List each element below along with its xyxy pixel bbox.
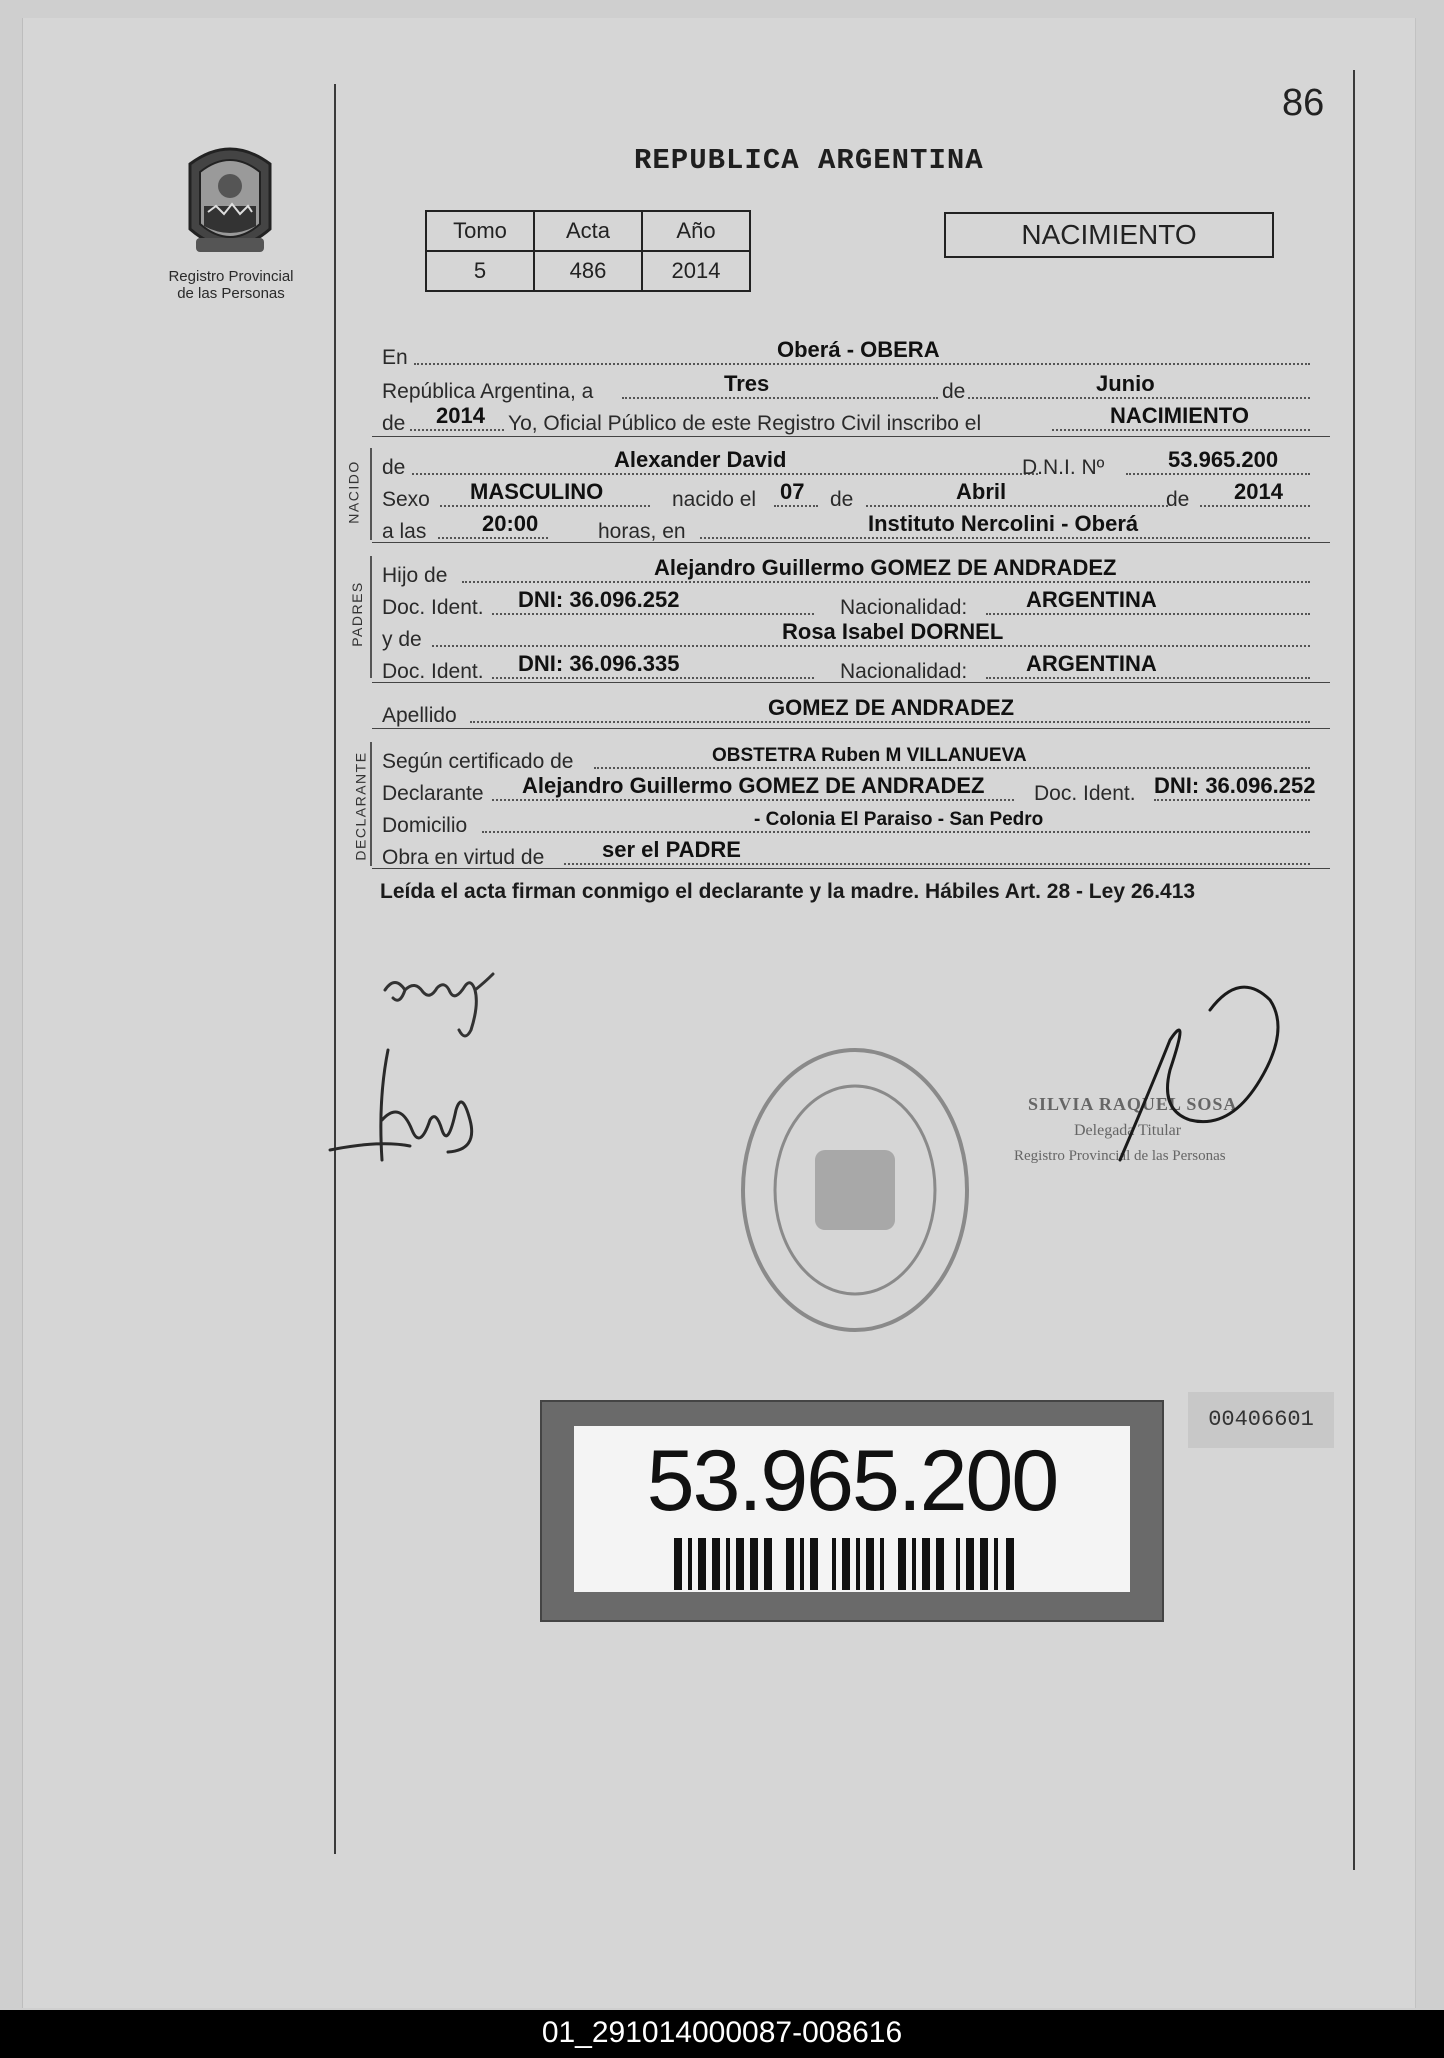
mother-signature [375, 960, 525, 1050]
value-obra: ser el PADRE [602, 837, 741, 862]
label-republica: República Argentina, a [382, 380, 594, 403]
line-obra [382, 838, 1332, 870]
dots [410, 429, 504, 431]
dots [414, 363, 1310, 365]
dots [482, 831, 1310, 833]
value-domicilio: - Colonia El Paraiso - San Pedro [754, 809, 1044, 830]
value-declarante-name: Alejandro Guillermo GOMEZ DE ANDRADEZ [522, 773, 985, 798]
declarante-bar [370, 742, 372, 866]
line-domicilio [382, 806, 1332, 838]
label-dni-number: 53.965.200 [646, 1433, 1058, 1529]
value-child-name: Alexander David [614, 447, 787, 472]
value-birth-place: Instituto Nercolini - Oberá [868, 511, 1139, 536]
line-sexo [382, 480, 1332, 512]
label-hijo-de: Hijo de [382, 564, 448, 587]
header-tomo: Tomo [426, 211, 534, 251]
label-sexo: Sexo [382, 488, 430, 511]
value-mother-nat: ARGENTINA [1026, 651, 1157, 676]
value-day: Tres [724, 371, 770, 396]
label-nacido-el: nacido el [672, 488, 757, 511]
line-en [382, 338, 1332, 370]
dots [492, 799, 1014, 801]
dots [1200, 505, 1310, 507]
registry-seal [730, 1040, 980, 1340]
serial-number: 00406601 [1188, 1392, 1334, 1448]
line-certificado [382, 742, 1332, 774]
official-signature [1110, 970, 1300, 1170]
section-rule [372, 542, 1330, 543]
label-a-las: a las [382, 520, 427, 543]
dots [1154, 799, 1310, 801]
label-horas: horas, en [598, 520, 686, 543]
label-de2: de [830, 488, 854, 511]
label-de3: de [1166, 488, 1190, 511]
registry-line2: de las Personas [177, 285, 285, 302]
label-apellido: Apellido [382, 704, 457, 727]
label-domicilio: Domicilio [382, 814, 468, 837]
nacido-bar [370, 448, 372, 540]
record-type-box: NACIMIENTO [944, 212, 1274, 258]
value-ano: 2014 [642, 251, 750, 291]
section-rule [372, 728, 1330, 729]
official-name: SILVIA RAQUEL SOSA [1028, 1094, 1238, 1114]
line-inscribo [382, 404, 1332, 436]
label-nacionalidad: Nacionalidad: [840, 660, 968, 683]
dots [594, 767, 1310, 769]
line-mother-doc [382, 652, 1332, 684]
label-declarante: Declarante [382, 782, 484, 805]
value-birth-month: Abril [956, 479, 1007, 504]
declarant-signature [320, 1040, 500, 1170]
table-header-row [426, 211, 750, 251]
registry-line1: Registro Provincial [168, 268, 294, 285]
label-en: En [382, 346, 408, 369]
label-de2: de [382, 412, 406, 435]
dots [564, 863, 1310, 865]
value-mother-doc: DNI: 36.096.335 [518, 651, 680, 676]
header-acta: Acta [534, 211, 642, 251]
dots [462, 581, 1310, 583]
page-number: 86 [1282, 82, 1325, 124]
dots [492, 613, 814, 615]
header-ano: Año [642, 211, 750, 251]
value-year: 2014 [436, 403, 485, 428]
barcode [674, 1538, 1034, 1590]
label-de: de [942, 380, 966, 403]
footer-filename: 01_291014000087-008616 [541, 2016, 903, 2049]
dots [774, 505, 818, 507]
value-apellido: GOMEZ DE ANDRADEZ [768, 695, 1015, 720]
official-org: Registro Provincial de las Personas [1014, 1148, 1226, 1164]
padres-bar [370, 556, 372, 678]
official-role: Delegada Titular [1074, 1122, 1182, 1139]
line-hora [382, 512, 1332, 544]
value-en: Oberá - OBERA [777, 337, 940, 362]
label-nacionalidad: Nacionalidad: [840, 596, 968, 619]
value-sexo: MASCULINO [470, 479, 604, 504]
dots [986, 613, 1310, 615]
value-father-name: Alejandro Guillermo GOMEZ DE ANDRADEZ [654, 555, 1117, 580]
label-doc: Doc. Ident. [382, 596, 484, 619]
dots [440, 505, 650, 507]
dots [412, 473, 1038, 475]
section-rule [372, 436, 1330, 437]
line-republica [382, 372, 1332, 404]
value-birth-day: 07 [780, 479, 805, 504]
dots [432, 645, 1310, 647]
line-hijo-de [382, 556, 1332, 588]
label-dni: D.N.I. Nº [1022, 456, 1105, 479]
label-obra: Obra en virtud de [382, 846, 545, 869]
document-title: REPUBLICA ARGENTINA [634, 144, 984, 177]
line-nacido-name [382, 448, 1332, 480]
closing-statement: Leída el acta firman conmigo el declarante y la madre. Hábiles Art. 28 - Ley 26.413 [380, 880, 1196, 903]
value-father-nat: ARGENTINA [1026, 587, 1157, 612]
dni-label [540, 1400, 1164, 1622]
dni-label-inner [574, 1426, 1130, 1592]
dots [470, 721, 1310, 723]
value-child-dni: 53.965.200 [1168, 447, 1279, 472]
left-border-line [334, 84, 336, 1854]
label-inscribo: Yo, Oficial Público de este Registro Civil inscribo el [508, 412, 982, 435]
dots [492, 677, 814, 679]
dots [700, 537, 1310, 539]
value-mother-name: Rosa Isabel DORNEL [782, 619, 1004, 644]
dots [622, 397, 938, 399]
padres-section-label: PADRES [348, 581, 365, 647]
nacido-section-label: NACIDO [345, 460, 362, 524]
table-value-row [426, 251, 750, 291]
label-de: de [382, 456, 406, 479]
value-certificado: OBSTETRA Ruben M VILLANUEVA [712, 745, 1027, 766]
section-rule [372, 682, 1330, 683]
label-y-de: y de [382, 628, 422, 651]
value-declarante-doc: DNI: 36.096.252 [1154, 773, 1316, 798]
line-declarante [382, 774, 1332, 806]
line-apellido [382, 696, 1332, 728]
value-father-doc: DNI: 36.096.252 [518, 587, 680, 612]
value-time: 20:00 [482, 511, 539, 536]
dots [986, 677, 1310, 679]
right-border-line [1353, 70, 1355, 1870]
dots [968, 397, 1310, 399]
value-month: Junio [1096, 371, 1155, 396]
value-inscribo: NACIMIENTO [1110, 403, 1249, 428]
value-birth-year: 2014 [1234, 479, 1283, 504]
dots [1126, 473, 1310, 475]
section-rule [372, 868, 1330, 869]
dots [866, 505, 1168, 507]
line-y-de [382, 620, 1332, 652]
book-reference-table [425, 210, 751, 292]
value-acta: 486 [534, 251, 642, 291]
province-emblem [170, 134, 290, 269]
label-certificado: Según certificado de [382, 750, 574, 773]
declarante-section-label: DECLARANTE [352, 751, 369, 861]
value-tomo: 5 [426, 251, 534, 291]
line-father-doc [382, 588, 1332, 620]
label-doc: Doc. Ident. [382, 660, 484, 683]
label-doc: Doc. Ident. [1034, 782, 1136, 805]
dots [1052, 429, 1310, 431]
dots [438, 537, 548, 539]
registry-name [150, 268, 312, 302]
